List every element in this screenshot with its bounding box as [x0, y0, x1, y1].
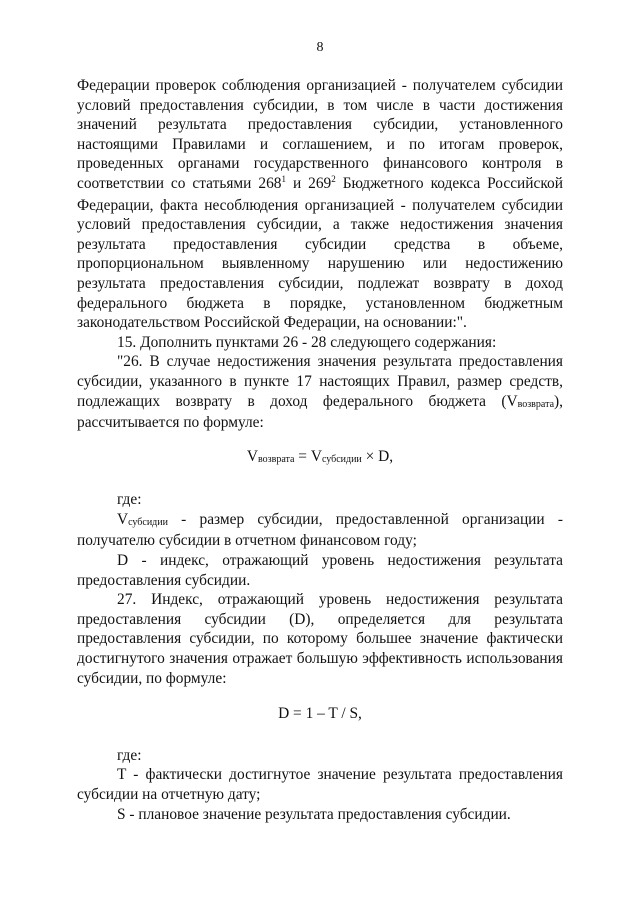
- formula-refund: [77, 447, 563, 469]
- formula-index: D = 1 – T / S,: [278, 705, 362, 723]
- definition-text: - размер субсидии, предоставленной организации - получателю субсидии в отчетном финансовом году;: [77, 510, 563, 550]
- definition-v: [77, 510, 563, 551]
- formula-subscript: возврата: [258, 453, 295, 465]
- subscript: возврата: [517, 398, 555, 410]
- definition-d: D - индекс, отражающий уровень недостижения результата предоставления субсидии.: [77, 552, 563, 589]
- formula-part: = V: [294, 447, 322, 465]
- footnote-superscript: 2: [331, 173, 336, 184]
- paragraph-text: ), рассчитывается по формуле:: [77, 392, 563, 432]
- paragraph-continuation: [77, 76, 563, 333]
- formula-part: V: [246, 447, 258, 465]
- definition-t: T - фактически достигнутое значение результата предоставления субсидии на отчетную дату;: [77, 766, 563, 803]
- definition-symbol: V: [117, 510, 129, 528]
- document-body: [77, 76, 563, 824]
- paragraph-text: "26. В случае недостижения значения результата предоставления субсидии, указанного в пункте 17 настоящих Правил, размер средств, подлежащих возврату в доход федерального бюджета (V: [77, 353, 563, 410]
- paragraph-text: Федерации проверок соблюдения организацией - получателем субсидии условий предоставления субсидии, в том числе в части достижения значений результата предоставления субсидии, установленного настоящими Правилами и соглашением, и по итогам проверок, проведенных органами государственного финансового контроля в соответствии со статьями 268: [77, 77, 563, 192]
- definition-subscript: субсидии: [128, 516, 168, 528]
- where-label: где:: [117, 491, 142, 509]
- paragraph-item-27: 27. Индекс, отражающий уровень недостижения результата предоставления субсидии (D), определяется для результата предоставления субсидии, по которому большее значение фактически достигнутого значения отражает большую эффективность использования субсидии, по формуле:: [77, 591, 563, 687]
- formula-part: × D,: [361, 447, 394, 465]
- definition-s: S - плановое значение результата предоставления субсидии.: [117, 805, 511, 823]
- where-label: где:: [117, 746, 142, 764]
- page-number: 8: [316, 40, 324, 55]
- formula-subscript: субсидии: [321, 453, 362, 465]
- footnote-superscript: 1: [281, 173, 286, 184]
- paragraph-text: и 269: [285, 174, 332, 192]
- paragraph-text: Бюджетного кодекса Российской Федерации, факта несоблюдения организацией - получателем субсидии условий предоставления субсидии, а также недостижения значения результата предоставления субсидии средства в объеме, пропорциональном выявленному нарушению или недостижению результата предоставления субсидии, подлежат возврату в доход федерального бюджета в порядке, установленном бюджетным законодательством Российской Федерации, на основании:".: [77, 174, 563, 332]
- paragraph-item-15: 15. Дополнить пунктами 26 - 28 следующего содержания:: [117, 333, 497, 351]
- paragraph-item-26: [77, 352, 563, 432]
